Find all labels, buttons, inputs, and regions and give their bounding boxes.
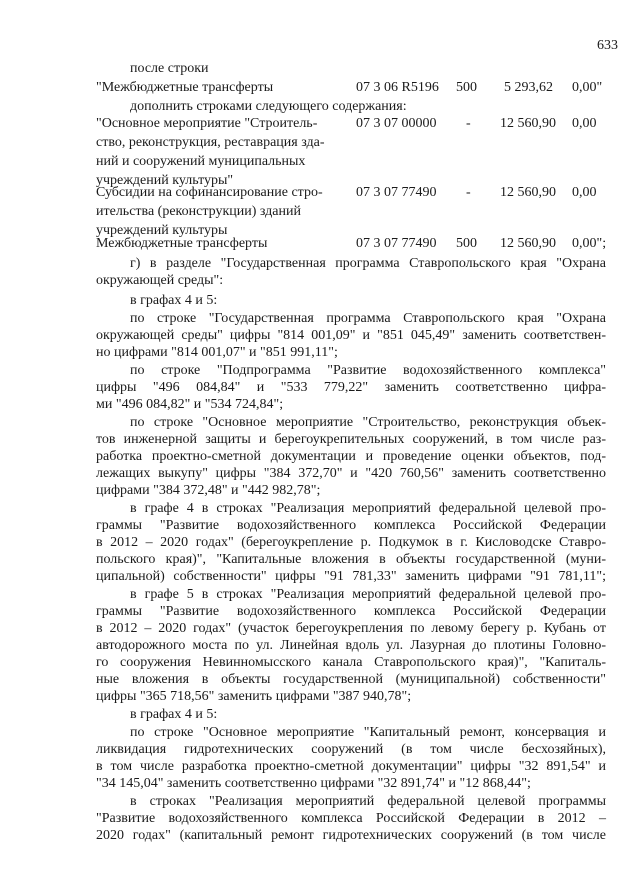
body-line: лежащих выкупу" цифры "384 372,70" и "420 760,56" заменить соответственно: [96, 466, 606, 481]
body-line: "Развитие водохозяйственного комплекса Российской Федерации в 2012 –: [96, 811, 606, 826]
body-line: "34 145,04" заменить соответственно цифрами "32 891,74" и "12 868,44";: [96, 776, 531, 791]
body-line: в графе 4 в строках "Реализация мероприятий федеральной целевой про-: [130, 501, 606, 516]
body-line: в строках "Реализация мероприятий федеральной целевой программы: [130, 794, 606, 809]
table-row-1-name-line: учреждений культуры": [96, 173, 234, 188]
body-line: окружающей среды":: [96, 273, 224, 288]
table-row-3-code: 07 3 07 77490: [356, 236, 437, 251]
table-row-3-sum1: 12 560,90: [500, 236, 556, 251]
body-line: ми "496 084,82" и "534 724,84";: [96, 397, 284, 412]
body-line: граммы "Развитие водохозяйственного комплекса Российской Федерации: [96, 518, 606, 533]
body-line: цифры "365 718,56" заменить цифрами "387 940,78";: [96, 689, 412, 704]
table-row-3-vr: 500: [456, 236, 477, 251]
body-line: окружающей среды" цифры "814 001,09" и "851 045,49" заменить соответствен-: [96, 328, 606, 343]
body-line: ные вложения в объекты государственной (муниципальной) собственности": [96, 672, 606, 687]
table-row-1-name-line: ний и сооружений муниципальных: [96, 154, 306, 169]
table-row-3-sum2: 0,00";: [572, 236, 607, 251]
body-line: тов инженерной защиты и берегоукрепительных сооружений, в том числе раз-: [96, 432, 606, 447]
table-row-0-name: "Межбюджетные трансферты: [96, 80, 274, 95]
table-row-2-vr: -: [466, 185, 471, 200]
body-line: граммы "Развитие водохозяйственного комплекса Российской Федерации: [96, 604, 606, 619]
table-row-2-name-line: ительства (реконструкции) зданий: [96, 204, 301, 219]
body-line: по строке "Основное мероприятие "Строительство, реконструкция объек-: [130, 415, 606, 430]
body-line: го сооружения Невинномысского канала Ставропольского края)", "Капиталь-: [96, 655, 606, 670]
body-line: цифры "496 084,84" и "533 779,22" заменить соответственно цифра-: [96, 380, 606, 395]
body-line: работка проектно-сметной документации и проведение оценки объектов, под-: [96, 449, 606, 464]
table-row-2-name-line: Субсидии на софинансирование стро-: [96, 185, 323, 200]
table-row-0-sum1: 5 293,62: [504, 80, 553, 95]
body-line: в графах 4 и 5:: [130, 707, 218, 722]
body-line: в 2012 – 2020 годах" (участок берегоукрепления по левому берегу р. Кубань от: [96, 621, 606, 636]
add-lines-intro: дополнить строками следующего содержания:: [130, 99, 407, 114]
body-line: по строке "Государственная программа Ставропольского края "Охрана: [130, 311, 606, 326]
body-line: г) в разделе "Государственная программа Ставропольского края "Охрана: [130, 256, 606, 271]
table-row-2-code: 07 3 07 77490: [356, 185, 437, 200]
table-row-1-vr: -: [466, 116, 471, 131]
table-row-1-sum1: 12 560,90: [500, 116, 556, 131]
page-number: 633: [597, 38, 618, 53]
body-line: по строке "Основное мероприятие "Капитальный ремонт, консервация и: [130, 725, 606, 740]
table-row-0-code: 07 3 06 R5196: [356, 80, 439, 95]
body-line: но цифрами "814 001,07" и "851 991,11";: [96, 345, 338, 360]
body-line: автодорожного моста по ул. Линейная вдоль ул. Лазурная до плотины Головно-: [96, 638, 606, 653]
table-row-1-sum2: 0,00: [572, 116, 597, 131]
intro-line: после строки: [130, 61, 209, 76]
body-line: ципальной) собственности" цифры "91 781,33" заменить цифрами "91 781,11";: [96, 569, 606, 584]
body-line: в том числе разработка проектно-сметной документации" цифры "32 891,54" и: [96, 759, 606, 774]
table-row-3-name: Межбюджетные трансферты: [96, 236, 268, 251]
table-row-0-sum2: 0,00": [572, 80, 603, 95]
table-row-2-sum1: 12 560,90: [500, 185, 556, 200]
body-line: по строке "Подпрограмма "Развитие водохозяйственного комплекса": [130, 363, 606, 378]
table-row-2-name-line: учреждений культуры: [96, 223, 228, 238]
body-line: цифрами "384 372,48" и "442 982,78";: [96, 483, 321, 498]
body-line: ликвидация гидротехнических сооружений (в том числе бесхозяйных),: [96, 742, 606, 757]
body-line: в графах 4 и 5:: [130, 293, 218, 308]
table-row-1-name-line: "Основное мероприятие "Строитель-: [96, 116, 318, 131]
body-line: 2020 годах" (капитальный ремонт гидротехнических сооружений (в том числе: [96, 828, 606, 843]
table-row-2-sum2: 0,00: [572, 185, 597, 200]
table-row-0-vr: 500: [456, 80, 477, 95]
body-line: в графе 5 в строках "Реализация мероприятий федеральной целевой про-: [130, 587, 606, 602]
body-line: польского края)", "Капитальные вложения в объекты государственной (муни-: [96, 552, 606, 567]
table-row-1-name-line: ство, реконструкция, реставрация зда-: [96, 135, 325, 150]
body-line: в 2012 – 2020 годах" (берегоукрепление р. Подкумок в г. Кисловодске Ставро-: [96, 535, 606, 550]
table-row-1-code: 07 3 07 00000: [356, 116, 437, 131]
